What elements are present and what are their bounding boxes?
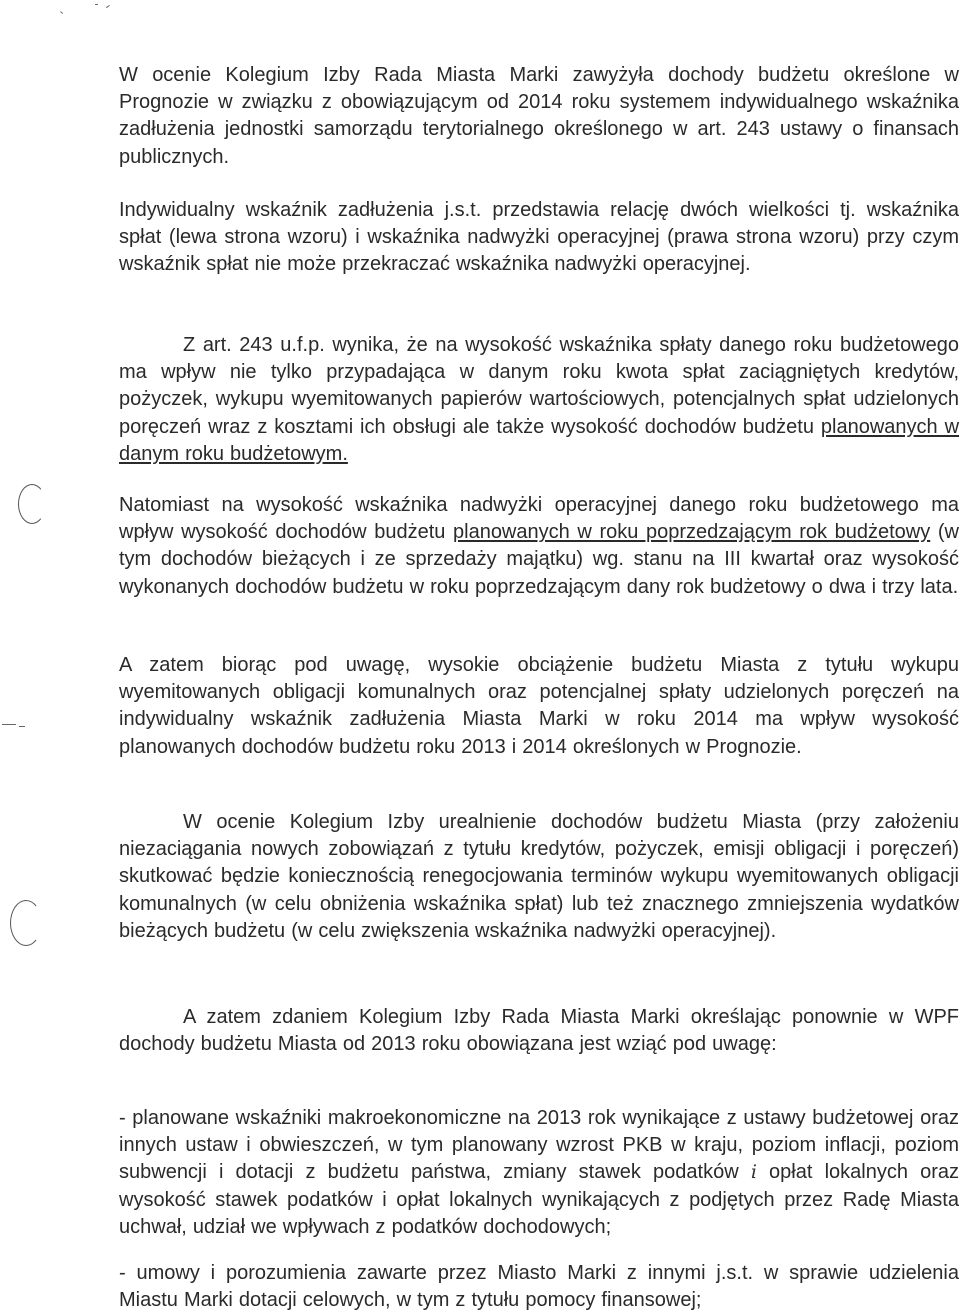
paragraph-council-obligation: A zatem zdaniem Kolegium Izby Rada Miasta Marki określając ponownie w WPF dochody budżetu Miasta od 2013 roku obowiązana jest wziąć pod uwagę:: [119, 1006, 959, 1056]
paragraph-operating-surplus: Natomiast na wysokość wskaźnika nadwyżki operacyjnej danego roku budżetowego ma wpływ wysokość dochodów budżetu planowanych w roku poprzedzającym rok budżetowy (w tym dochodów bieżących i ze sprzedaży majątku) wg. stanu na III kwartał oraz wysokość wykonanych dochodów budżetu w roku poprzedzającym dany rok budżetowy o dwa i trzy lata.: [119, 494, 959, 598]
binder-hole-bottom: [10, 900, 42, 946]
paragraph-assessment-revenue: W ocenie Kolegium Izby Rada Miasta Marki zawyżyła dochody budżetu określone w Prognozie w związku z obowiązującym od 2014 roku systemem indywidualnego wskaźnika zadłużenia jednostki samorządu terytorialnego określonego w art. 243 ustawy o finansach publicznych.: [119, 64, 959, 168]
list-item-macro-indicators: - planowane wskaźniki makroekonomiczne na 2013 rok wynikające z ustawy budżetowej oraz innych ustaw i obwieszczeń, w tym planowany wzrost PKB w kraju, poziom inflacji, poziom subwencji i dotacji z budżetu państwa, zmiany stawek podatków i opłat lokalnych oraz wysokość stawek podatków i opłat lokalnych wynikających z podjętych przez Radę Miasta uchwał, udział we wpływach z podatków dochodowych;: [119, 1107, 959, 1238]
underlined-phrase: planowanych w roku poprzedzającym rok budżetowy: [453, 521, 931, 544]
scan-speck: [106, 5, 110, 8]
paragraph-art-243: Z art. 243 u.f.p. wynika, że na wysokość wskaźnika spłaty danego roku budżetowego ma wpływ nie tylko przypadająca w danym roku kwota spłat zaciągniętych kredytów, pożyczek, wykupu wyemitowanych papierów wartościowych, potencjalnych spłat udzielonych poręczeń wraz z kosztami ich obsługi ale także wysokość dochodów budżetu planowanych w danym roku budżetowym.: [119, 334, 960, 465]
list-item-agreements: - umowy i porozumienia zawarte przez Miasto Marki z innymi j.s.t. w sprawie udzielenia Miastu Marki dotacji celowych, w tym z tytułu pomocy finansowej;: [119, 1262, 959, 1312]
paragraph-debt-indicator: Indywidualny wskaźnik zadłużenia j.s.t. przedstawia relację dwóch wielkości tj. wskaźnika spłat (lewa strona wzoru) i wskaźnika nadwyżki operacyjnej (prawa strona wzoru) przy czym wskaźnik spłat nie może przekraczać wskaźnika nadwyżki operacyjnej.: [119, 199, 959, 276]
paragraph-realistic-revenue: W ocenie Kolegium Izby urealnienie dochodów budżetu Miasta (przy założeniu niezaciągania nowych zobowiązań z tytułu kredytów, pożyczek, emisji obligacji i poręczeń) skutkować będzie koniecznością renegocjowania terminów wykupu wyemitowanych obligacji komunalnych (w celu obniżenia wskaźnika spłat) lub też znacznego zmniejszenia wydatków bieżących budżetu (w celu zwiększenia wskaźnika nadwyżki operacyjnej).: [119, 811, 959, 942]
handwritten-correction: i: [750, 1161, 757, 1184]
scan-speck: [19, 726, 25, 727]
paragraph-bond-burden: A zatem biorąc pod uwagę, wysokie obciążenie budżetu Miasta z tytułu wykupu wyemitowanych obligacji komunalnych oraz potencjalnej spłaty udzielonych poręczeń na indywidualny wskaźnik zadłużenia Miasta Marki w roku 2014 ma wpływ wysokość planowanych dochodów budżetu roku 2013 i 2014 określonych w Prognozie.: [119, 654, 959, 758]
scan-speck: [2, 724, 16, 725]
underlined-phrase: planowanych w danym roku budżetowym.: [119, 415, 960, 465]
binder-hole-top: [18, 484, 46, 524]
scan-speck: [60, 11, 63, 14]
scan-speck: [95, 4, 98, 5]
